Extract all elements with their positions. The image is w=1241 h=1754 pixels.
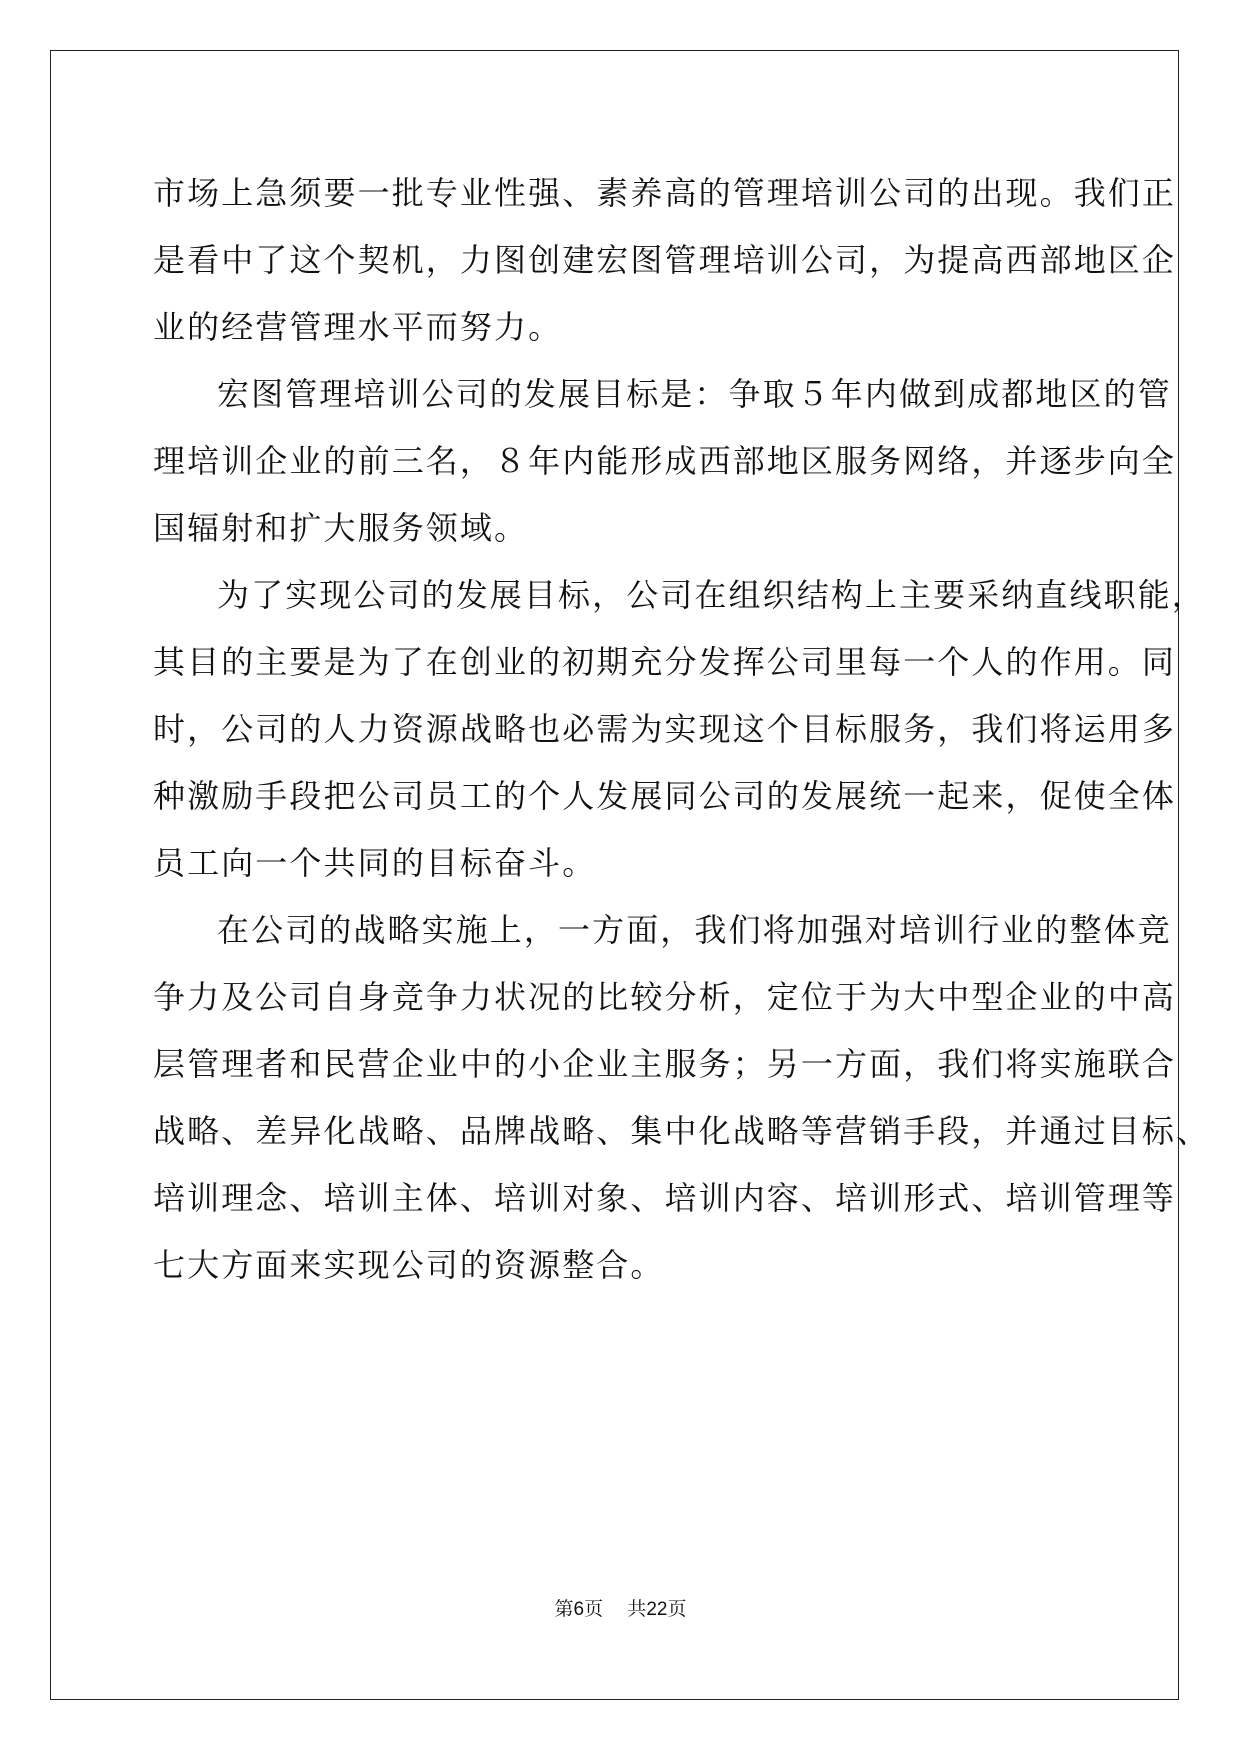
paragraph-3-line-4: 种激励手段把公司员工的个人发展同公司的发展统一起来，促使全体 <box>153 777 1177 815</box>
total-prefix: 共 <box>627 1598 647 1620</box>
total-suffix: 页 <box>667 1598 687 1620</box>
paragraph-4-line-3: 层管理者和民营企业中的小企业主服务；另一方面，我们将实施联合 <box>153 1045 1177 1083</box>
paragraph-4-line-1: 在公司的战略实施上，一方面，我们将加强对培训行业的整体竞 <box>217 911 1172 949</box>
paragraph-2-line-1: 宏图管理培训公司的发展目标是：争取５年内做到成都地区的管 <box>217 375 1172 413</box>
paragraph-1-line-3: 业的经营管理水平而努力。 <box>153 308 563 346</box>
paragraph-4-line-2: 争力及公司自身竞争力状况的比较分析，定位于为大中型企业的中高 <box>153 978 1177 1016</box>
paragraph-3-line-3: 时，公司的人力资源战略也必需为实现这个目标服务，我们将运用多 <box>153 710 1177 748</box>
page-number: 6 <box>573 1599 585 1620</box>
paragraph-3-line-5: 员工向一个共同的目标奋斗。 <box>153 844 597 882</box>
page-suffix: 页 <box>584 1598 604 1620</box>
paragraph-2-line-2: 理培训企业的前三名，８年内能形成西部地区服务网络，并逐步向全 <box>153 442 1177 480</box>
paragraph-3-line-2: 其目的主要是为了在创业的初期充分发挥公司里每一个人的作用。同 <box>153 643 1177 681</box>
document-body <box>153 160 1211 1299</box>
paragraph-1-line-2: 是看中了这个契机，力图创建宏图管理培训公司，为提高西部地区企 <box>153 241 1177 279</box>
total-pages: 22 <box>646 1599 668 1620</box>
paragraph-4-line-6: 七大方面来实现公司的资源整合。 <box>153 1246 665 1284</box>
paragraph-4-line-4: 战略、差异化战略、品牌战略、集中化战略等营销手段，并通过目标、 <box>153 1112 1211 1150</box>
paragraph-1-line-1: 市场上急须要一批专业性强、素养高的管理培训公司的出现。我们正 <box>153 174 1177 212</box>
paragraph-3-line-1: 为了实现公司的发展目标，公司在组织结构上主要采纳直线职能， <box>217 576 1206 614</box>
paragraph-2-line-3: 国辐射和扩大服务领域。 <box>153 509 529 547</box>
paragraph-4-line-5: 培训理念、培训主体、培训对象、培训内容、培训形式、培训管理等 <box>153 1179 1177 1217</box>
page-footer <box>0 1597 1241 1622</box>
page-prefix: 第 <box>554 1598 574 1620</box>
